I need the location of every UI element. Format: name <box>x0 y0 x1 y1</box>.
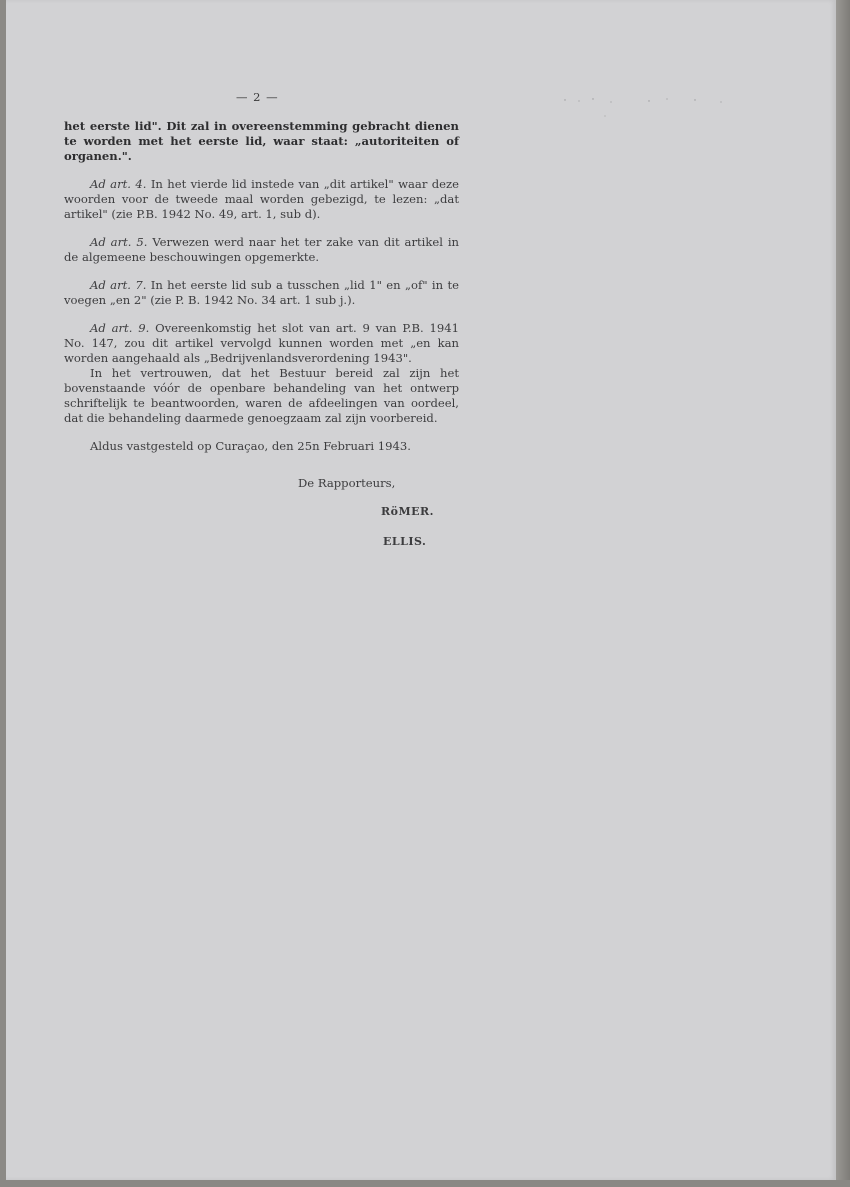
paragraph-text: In het eerste lid sub a tusschen „lid 1" en „of" in te voegen „en 2" (zie P. B. 1942 No. 34 art. 1 sub j.). <box>64 278 459 307</box>
paragraph-art-7 <box>64 278 459 308</box>
paragraph-text: In het vertrouwen, dat het Bestuur bereid zal zijn het bovenstaande vóór de openbare behandeling van het ontwerp schriftelijk te beantwoorden, waren de afdeelingen van oordeel, dat die behandeling daarmede genoegzaam zal zijn voorbereid. <box>64 366 459 425</box>
rapporteurs-title: De Rapporteurs, <box>298 476 396 490</box>
paragraph-continuation <box>64 119 459 164</box>
paragraph-text: In het vierde lid instede van „dit artikel" waar deze woorden voor de tweede maal worden gebezigd, te lezen: „dat artikel" (zie P.B. 1942 No. 49, art. 1, sub d). <box>64 177 459 221</box>
paragraph-text: Verwezen werd naar het ter zake van dit artikel in de algemeene beschouwingen opgemerkte. <box>64 235 460 264</box>
paragraph-vertrouwen <box>64 366 459 426</box>
closing-statement: Aldus vastgesteld op Curaçao, den 25n Februari 1943. <box>90 439 411 453</box>
paragraph-text: het eerste lid". Dit zal in overeenstemming gebracht dienen te worden met het eerste lid, waar staat: „autoriteiten of organen.". <box>64 119 459 163</box>
article-label: Ad art. 9. <box>90 321 150 335</box>
page-edge-right <box>836 0 850 1187</box>
paragraph-art-4 <box>64 177 459 222</box>
page-number: — 2 — <box>236 90 279 104</box>
paper-specks <box>545 96 745 120</box>
signature-romer: RöMER. <box>381 505 435 518</box>
signature-ellis: ELLIS. <box>383 535 427 548</box>
article-label: Ad art. 7. <box>90 278 147 292</box>
page-edge-bottom <box>0 1180 850 1187</box>
paragraph-art-5 <box>64 235 459 265</box>
paragraph-art-9 <box>64 321 459 366</box>
document-body <box>64 119 459 454</box>
article-label: Ad art. 4. <box>90 177 147 191</box>
paragraph-text: Overeenkomstig het slot van art. 9 van P.B. 1941 No. 147, zou dit artikel vervolgd kunnen worden met „en kan worden aangehaald als „Bedrijvenlandsverordening 1943". <box>64 321 460 365</box>
article-label: Ad art. 5. <box>90 235 148 249</box>
